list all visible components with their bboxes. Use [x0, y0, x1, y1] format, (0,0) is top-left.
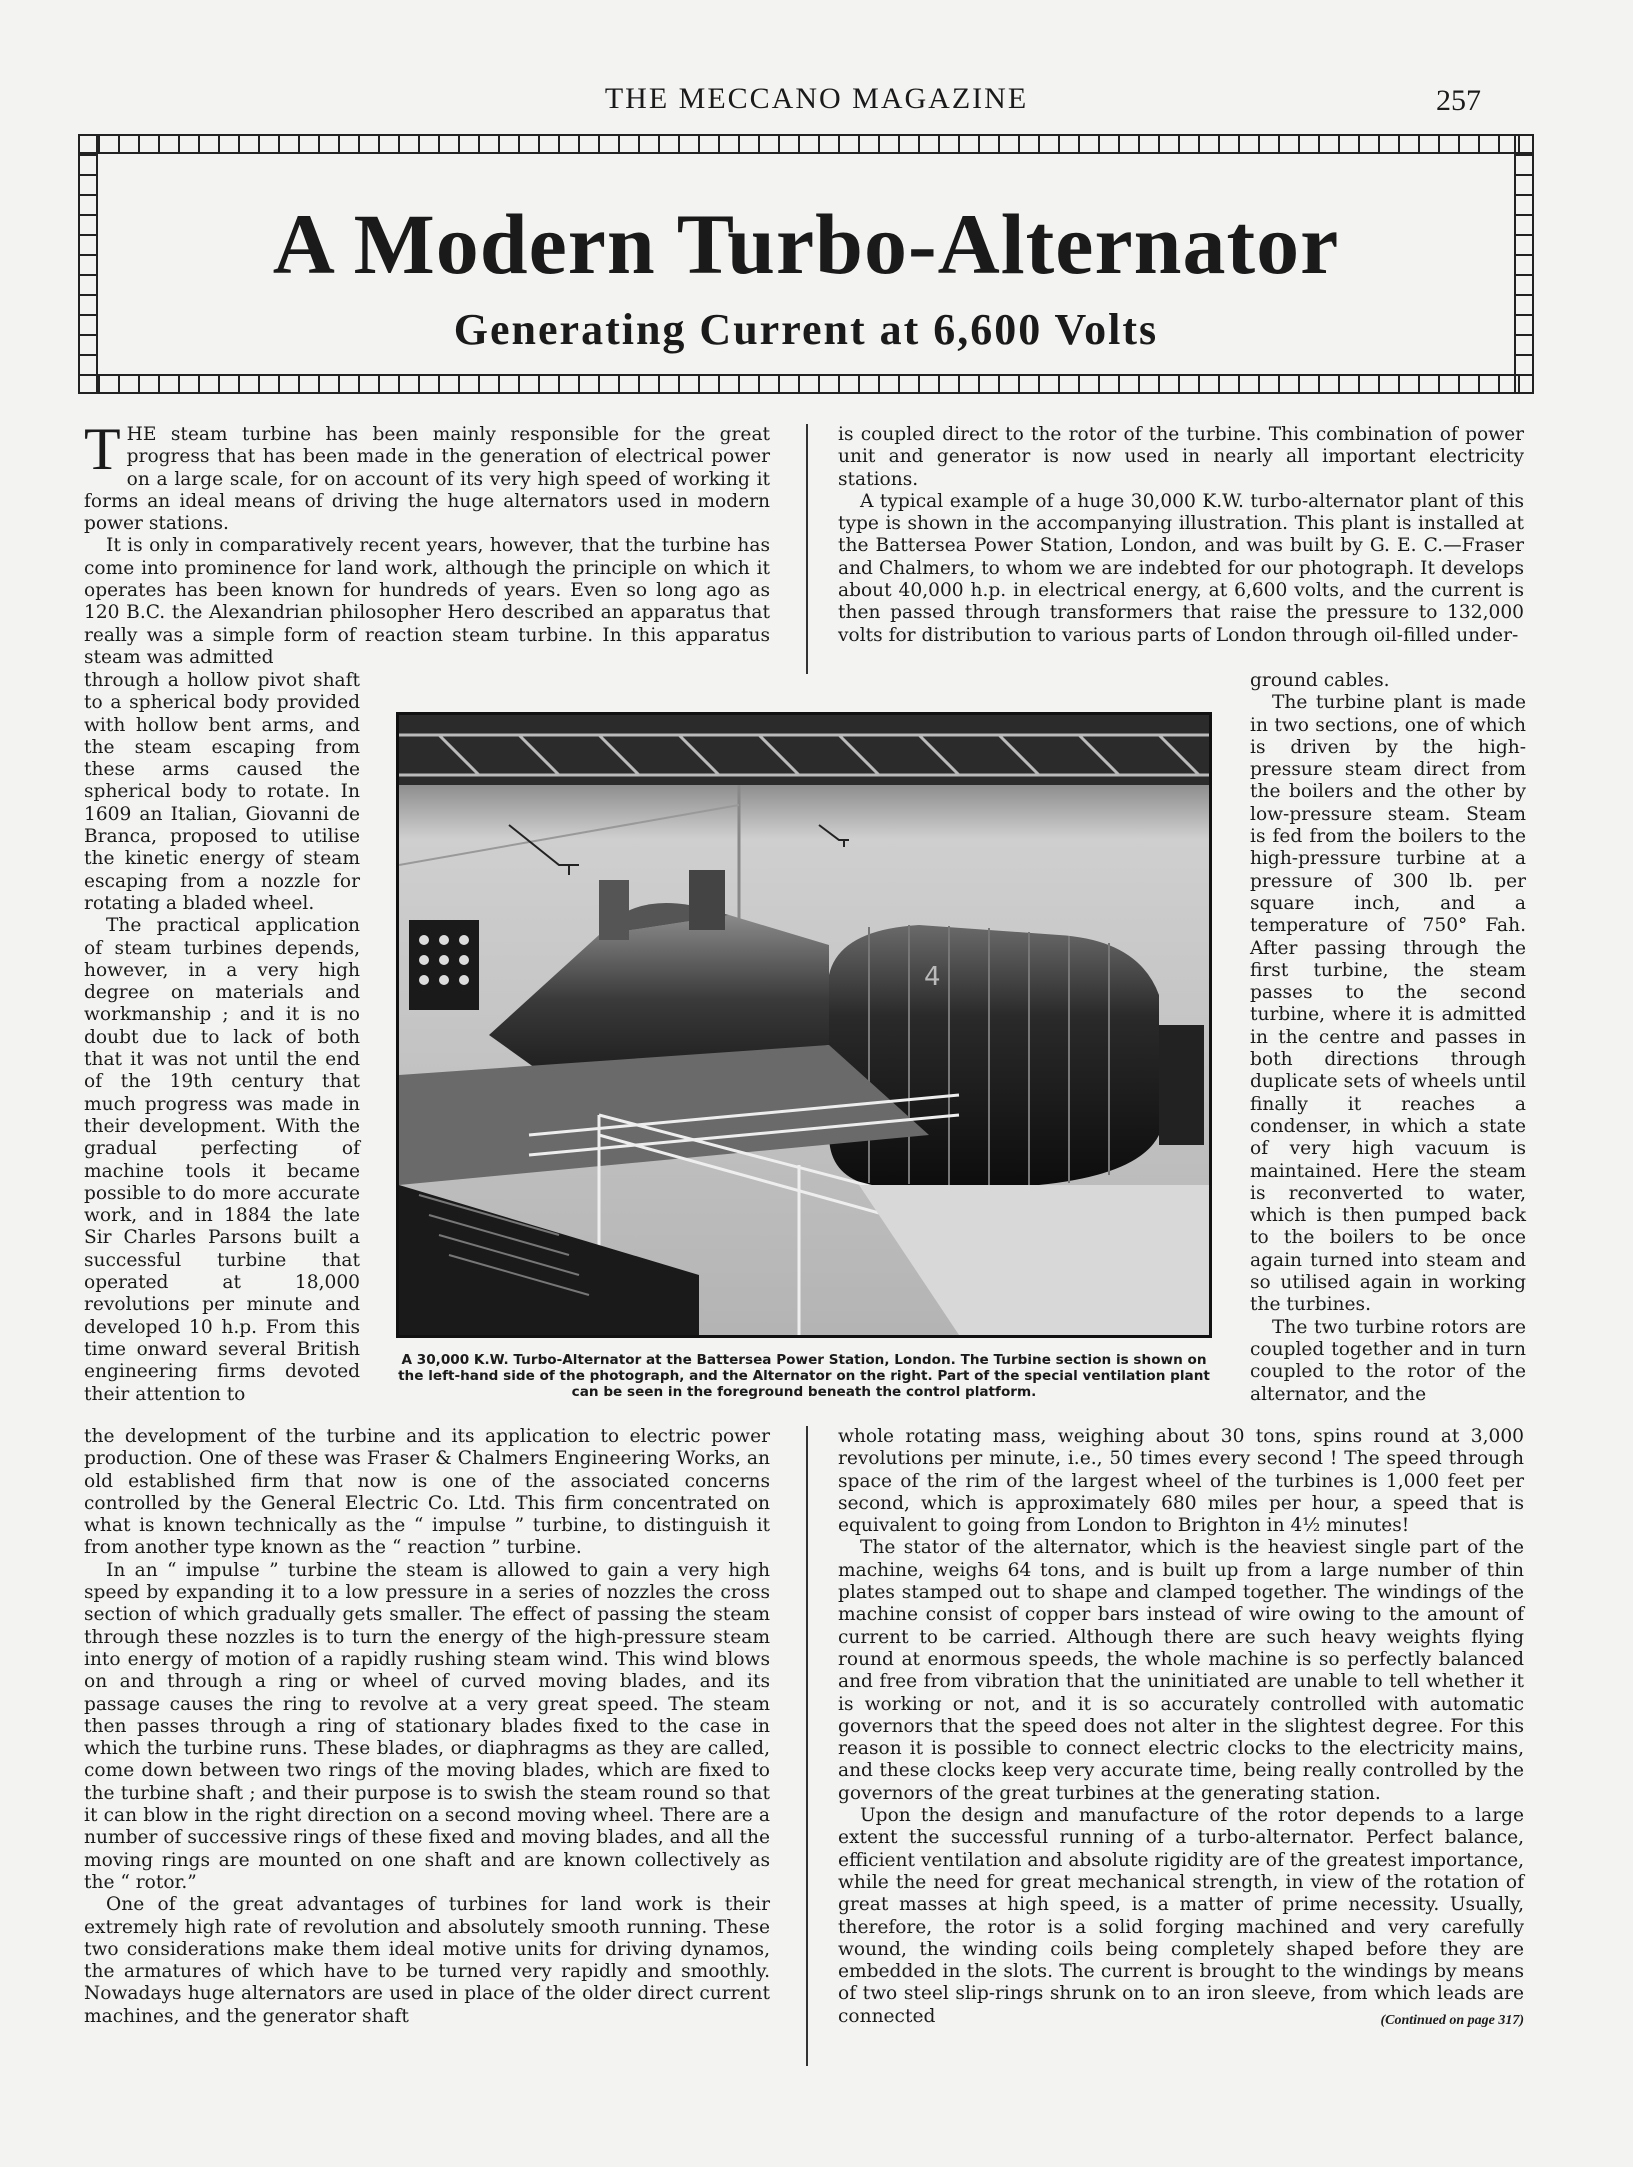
figure-caption: A 30,000 K.W. Turbo-Alternator at the Battersea Power Station, London. The Turbine section is shown on the left-hand side of the photograph, and the Alternator on the right. Part of the special ventilation plant can be seen in the foreground beneath the control platform. [398, 1352, 1210, 1400]
paragraph [84, 416, 770, 535]
page-number: 257 [1436, 84, 1481, 117]
column-left-bottom [84, 1426, 770, 2028]
column-left-narrow [84, 670, 360, 1406]
magazine-title: THE MECCANO MAGAZINE [604, 82, 1029, 115]
paragraph: The practical application of steam turbines depends, however, in a very high degree on materials and workmanship ; and it is no doubt due to lack of both that it was not until the end of the 19th century that much progress was made in their development. With the gradual perfecting of machine tools it became possible to do more accurate work, and in 1884 the late Sir Charles Parsons built a successful turbine that operated at 18,000 revolutions per minute and developed 10 h.p. From this time onward several British engineering firms devoted their attention to [84, 915, 360, 1405]
title-box [78, 134, 1534, 394]
column-left-top [84, 416, 770, 669]
photograph-turbo-alternator [396, 712, 1212, 1338]
running-header [0, 82, 1633, 122]
paragraph: A typical example of a huge 30,000 K.W. turbo-alternator plant of this type is shown in the accompanying illustration. This plant is installed at the Battersea Power Station, London, and was built by G. E. C.—Fraser and Chalmers, to whom we are indebted for our photograph. It develops about 40,000 h.p. in electrical energy, at 6,600 volts, and the current is then passed through transformers that raise the pressure to 132,000 volts for distribution to various parts of London through oil-filled under- [838, 490, 1524, 646]
column-right-top [838, 424, 1524, 647]
paragraph: ground cables. [1250, 670, 1390, 691]
border-top [78, 134, 1534, 154]
border-bottom [78, 374, 1534, 394]
paragraph: It is only in comparatively recent years, however, that the turbine has come into prominence for land work, although the principle on which it operates has been known for hundreds of years. Even so long ago as 120 B.C. the Alexandrian philosopher Hero described an apparatus that really was a simple form of reaction steam turbine. In this apparatus steam was admitted [84, 535, 770, 668]
column-right-bottom [838, 1426, 1524, 2032]
paragraph: The two turbine rotors are coupled together and in turn coupled to the rotor of the alternator, and the [1250, 1316, 1526, 1405]
machine-number: 4 [924, 962, 941, 992]
column-rule [806, 424, 808, 674]
drop-cap: T [84, 416, 121, 482]
article-title: A Modern Turbo-Alternator [272, 196, 1340, 292]
column-rule [806, 1426, 808, 2066]
paragraph: Upon the design and manufacture of the rotor depends to a large extent the successful running of a turbo-alternator. Perfect balance, efficient ventilation and absolute rigidity are of the greatest importance, while the need for great mechanical strength, in view of the rotation of great masses at high speed, is a matter of prime necessity. Usually, therefore, the rotor is a solid forging machined and very carefully wound, the winding coils being completely shaped before they are embedded in the slots. The current is brought to the windings by means of two steel slip-rings shrunk on to an iron sleeve, from which leads are connected [838, 1805, 1524, 2027]
paragraph: is coupled direct to the rotor of the turbine. This combination of power unit and generator is now used in nearly all important electricity stations. [838, 424, 1524, 490]
paragraph-text: HE steam turbine has been mainly responsible for the great progress that has been made in the generation of electrical power on a large scale, for on account of its very high speed of working it forms an ideal means of driving the huge alternators used in modern power stations. [84, 424, 770, 535]
paragraph: the development of the turbine and its application to electric power production. One of these was Fraser & Chalmers Engineering Works, an old established firm that now is one of the associated concerns controlled by the General Electric Co. Ltd. This firm concentrated on what is known technically as the “ impulse ” turbine, to distinguish it from another type known as the “ reaction ” turbine. [84, 1426, 770, 1559]
paragraph: whole rotating mass, weighing about 30 tons, spins round at 3,000 revolutions per minute, i.e., 50 times every second ! The speed through space of the rim of the largest wheel of the turbines is 1,000 feet per second, which is approximately 680 miles per hour, a speed that is equivalent to going from London to Brighton in 4½ minutes! [838, 1426, 1524, 1537]
continued-note: (Continued on page 317) [1380, 2013, 1524, 2029]
column-right-narrow [1250, 670, 1526, 1406]
photo-illustration [399, 715, 1209, 1335]
article-subtitle: Generating Current at 6,600 Volts [453, 305, 1159, 354]
paragraph: In an “ impulse ” turbine the steam is allowed to gain a very high speed by expanding it to a low pressure in a series of nozzles the cross section of which gradually gets smaller. The effect of passing the steam through these nozzles is to turn the energy of the high-pressure steam into energy of motion of a rapidly rushing steam wind. This wind blows on and through a ring or wheel of curved moving blades, and its passage causes the ring to revolve at a very great speed. The steam then passes through a ring of stationary blades fixed to the case in which the turbine runs. These blades, or diaphragms as they are called, come down between two rings of the moving blades, which are fixed to the turbine shaft ; and their purpose is to swish the steam round so that it can blow in the right direction on a second moving wheel. There are a number of successive rings of these fixed and moving blades, and all the moving rings are mounted on one shaft and are known collectively as the “ rotor.” [84, 1559, 770, 1893]
paragraph: The stator of the alternator, which is the heaviest single part of the machine, weighs 64 tons, and is built up from a large number of thin plates stamped out to shape and clamped together. The windings of the machine consist of copper bars instead of wire owing to the amount of current to be carried. Although there are such heavy weights flying round at enormous speeds, the whole machine is so perfectly balanced and free from vibration that the uninitiated are unable to tell whether it is working or not, and it is so accurately controlled with automatic governors that the speed does not alter in the slightest degree. For this reason it is possible to connect electric clocks to the electricity mains, and these clocks keep very accurate time, being really controlled by the governors of the great turbines at the generating station. [838, 1537, 1524, 1804]
paragraph: through a hollow pivot shaft to a spherical body provided with hollow bent arms, and the steam escaping from these arms caused the spherical body to rotate. In 1609 an Italian, Giovanni de Branca, proposed to utilise the kinetic energy of steam escaping from a nozzle for rotating a bladed wheel. [84, 670, 360, 914]
continued-note-wrap [838, 2008, 1524, 2032]
paragraph: One of the great advantages of turbines for land work is their extremely high rate of revolution and absolutely smooth running. These two considerations make them ideal motive units for driving dynamos, the armatures of which have to be turned very rapidly and smoothly. Nowadays huge alternators are used in place of the older direct current machines, and the generator shaft [84, 1894, 770, 2027]
paragraph: The turbine plant is made in two sections, one of which is driven by the high-pressure steam direct from the boilers and the other by low-pressure steam. Steam is fed from the boilers to the high-pressure turbine at a pressure of 300 lb. per square inch, and a temperature of 750° Fah. After passing through the first turbine, the steam passes to the second turbine, where it is admitted in the centre and passes in both directions through duplicate sets of wheels until finally it reaches a condenser, in which a state of very high vacuum is maintained. Here the steam is reconverted to water, which is then pumped back to the boilers to be once again turned into steam and so utilised again in working the turbines. [1250, 692, 1526, 1316]
